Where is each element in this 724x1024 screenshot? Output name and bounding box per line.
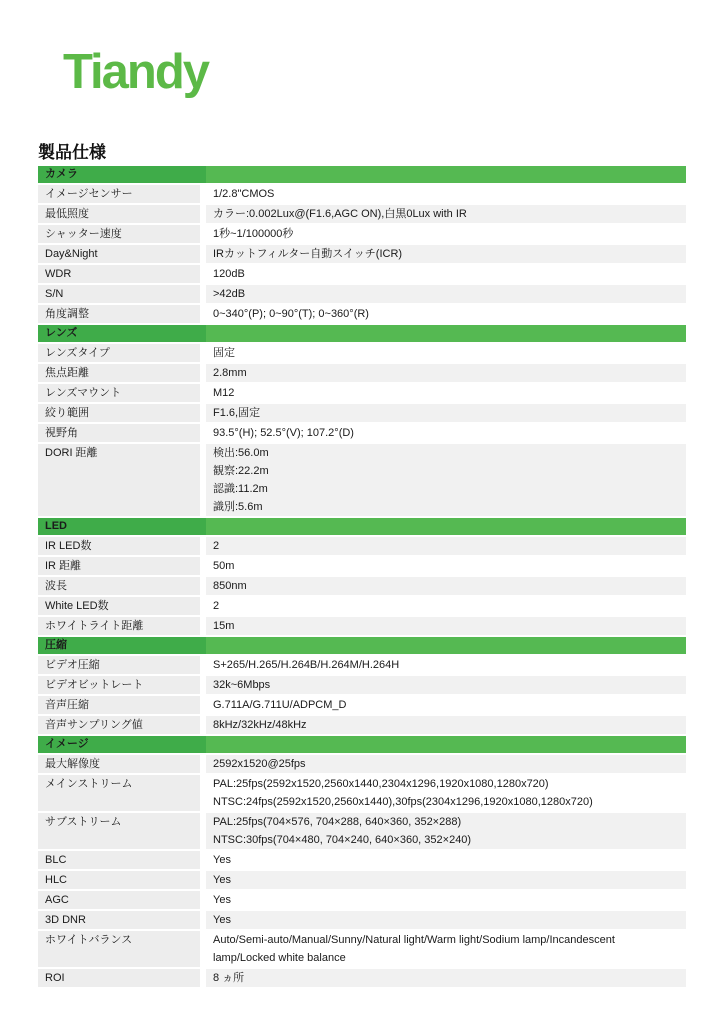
spec-row [38, 205, 686, 223]
spec-value-line: 2 [213, 600, 220, 612]
section-header-fill [206, 637, 686, 654]
section-title: レンズ [38, 325, 206, 342]
spec-row [38, 676, 686, 694]
spec-value [206, 617, 686, 635]
section-header-fill [206, 166, 686, 183]
spec-row [38, 444, 686, 516]
spec-value [206, 205, 686, 223]
spec-label: S/N [38, 285, 200, 303]
spec-row [38, 384, 686, 402]
spec-value-line: 観察:22.2m [213, 465, 269, 477]
section-title: カメラ [38, 166, 206, 183]
spec-value-line: Auto/Semi-auto/Manual/Sunny/Natural light/Warm light/Sodium lamp/Incandescent [213, 934, 615, 946]
spec-row [38, 891, 686, 909]
spec-value-line: S+265/H.265/H.264B/H.264M/H.264H [213, 659, 400, 671]
spec-row [38, 969, 686, 987]
spec-value [206, 931, 686, 967]
spec-label: ホワイトバランス [38, 931, 200, 967]
spec-value [206, 344, 686, 362]
spec-value-line: 検出:56.0m [213, 447, 269, 459]
spec-value [206, 696, 686, 714]
spec-value-line: 2.8mm [213, 367, 247, 379]
spec-row [38, 696, 686, 714]
spec-value [206, 755, 686, 773]
spec-label: ビデオビットレート [38, 676, 200, 694]
spec-label: シャッター速度 [38, 225, 200, 243]
spec-row [38, 225, 686, 243]
section-title: LED [38, 518, 206, 535]
spec-value [206, 851, 686, 869]
spec-value-line: 50m [213, 560, 235, 572]
spec-row [38, 813, 686, 849]
spec-value [206, 911, 686, 929]
spec-value-line: 1/2.8"CMOS [213, 188, 275, 200]
spec-row [38, 617, 686, 635]
spec-value [206, 285, 686, 303]
spec-value-line: Yes [213, 914, 231, 926]
spec-value [206, 225, 686, 243]
spec-value-line: Yes [213, 854, 231, 866]
spec-row [38, 911, 686, 929]
section-title: イメージ [38, 736, 206, 753]
spec-value-line: 認識:11.2m [213, 483, 268, 495]
spec-value [206, 444, 686, 516]
spec-value-line: 2592x1520@25fps [213, 758, 306, 770]
spec-row [38, 931, 686, 967]
spec-value [206, 597, 686, 615]
spec-label: WDR [38, 265, 200, 283]
spec-value-line: 8 ヵ所 [213, 972, 245, 984]
spec-label: 波長 [38, 577, 200, 595]
spec-label: 絞り範囲 [38, 404, 200, 422]
spec-row [38, 755, 686, 773]
spec-value-line: 32k~6Mbps [213, 679, 271, 691]
spec-row [38, 285, 686, 303]
spec-value-line: lamp/Locked white balance [213, 952, 346, 964]
spec-label: IR 距離 [38, 557, 200, 575]
spec-value [206, 656, 686, 674]
spec-value [206, 871, 686, 889]
spec-value [206, 305, 686, 323]
spec-row [38, 344, 686, 362]
spec-value [206, 577, 686, 595]
spec-label: IR LED数 [38, 537, 200, 555]
section-header-fill [206, 325, 686, 342]
spec-row [38, 404, 686, 422]
spec-value-line: 120dB [213, 268, 245, 280]
spec-label: BLC [38, 851, 200, 869]
spec-label: HLC [38, 871, 200, 889]
spec-value-line: IRカットフィルター自動スイッチ(ICR) [213, 248, 403, 260]
section-header [38, 166, 686, 183]
spec-value-line: PAL:25fps(2592x1520,2560x1440,2304x1296,1920x1080,1280x720) [213, 778, 549, 790]
spec-label: ROI [38, 969, 200, 987]
spec-label: 音声サンプリング値 [38, 716, 200, 734]
spec-row [38, 656, 686, 674]
spec-value-line: 8kHz/32kHz/48kHz [213, 719, 307, 731]
spec-value-line: 2 [213, 540, 220, 552]
spec-label: メインストリーム [38, 775, 200, 811]
section-header-fill [206, 518, 686, 535]
spec-value [206, 265, 686, 283]
spec-value-line: G.711A/G.711U/ADPCM_D [213, 699, 347, 711]
spec-label: 視野角 [38, 424, 200, 442]
spec-value [206, 537, 686, 555]
spec-value [206, 891, 686, 909]
spec-value [206, 813, 686, 849]
spec-value [206, 384, 686, 402]
spec-value-line: 850nm [213, 580, 247, 592]
spec-label: 焦点距離 [38, 364, 200, 382]
spec-value [206, 364, 686, 382]
spec-value-line: PAL:25fps(704×576, 704×288, 640×360, 352×288) [213, 816, 462, 828]
spec-value-line: 93.5°(H); 52.5°(V); 107.2°(D) [213, 427, 354, 439]
spec-value-line: NTSC:24fps(2592x1520,2560x1440),30fps(2304x1296,1920x1080,1280x720) [213, 796, 593, 808]
spec-value [206, 969, 686, 987]
spec-label: Day&Night [38, 245, 200, 263]
spec-value-line: >42dB [213, 288, 246, 300]
spec-value-line: カラー:0.002Lux@(F1.6,AGC ON),白黒0Lux with IR [213, 208, 467, 220]
spec-value [206, 775, 686, 811]
spec-value-line: 15m [213, 620, 235, 632]
spec-value [206, 185, 686, 203]
spec-label: AGC [38, 891, 200, 909]
spec-value-line: 固定 [213, 347, 235, 359]
section-header [38, 736, 686, 753]
spec-value-line: F1.6,固定 [213, 407, 261, 419]
spec-row [38, 185, 686, 203]
spec-label: 最低照度 [38, 205, 200, 223]
spec-value-line: Yes [213, 894, 231, 906]
spec-row [38, 364, 686, 382]
spec-value-line: M12 [213, 387, 235, 399]
spec-value [206, 716, 686, 734]
spec-row [38, 557, 686, 575]
spec-row [38, 775, 686, 811]
spec-label: White LED数 [38, 597, 200, 615]
spec-row [38, 871, 686, 889]
spec-value [206, 404, 686, 422]
spec-value [206, 557, 686, 575]
spec-value [206, 245, 686, 263]
spec-row [38, 537, 686, 555]
spec-label: 最大解像度 [38, 755, 200, 773]
spec-row [38, 577, 686, 595]
spec-label: イメージセンサー [38, 185, 200, 203]
spec-label: レンズマウント [38, 384, 200, 402]
page-title: 製品仕様 [38, 143, 106, 162]
section-header [38, 518, 686, 535]
spec-label: レンズタイプ [38, 344, 200, 362]
spec-label: 角度調整 [38, 305, 200, 323]
section-header [38, 637, 686, 654]
spec-label: ビデオ圧縮 [38, 656, 200, 674]
spec-value-line: 1秒~1/100000秒 [213, 228, 294, 240]
spec-value [206, 424, 686, 442]
spec-row [38, 851, 686, 869]
spec-value-line: 識別:5.6m [213, 501, 263, 513]
spec-table [38, 166, 686, 989]
section-title: 圧縮 [38, 637, 206, 654]
spec-label: 音声圧縮 [38, 696, 200, 714]
spec-value-line: Yes [213, 874, 231, 886]
spec-row [38, 716, 686, 734]
spec-value-line: 0~340°(P); 0~90°(T); 0~360°(R) [213, 308, 369, 320]
tiandy-logo: Tiandy [63, 45, 209, 99]
spec-row [38, 305, 686, 323]
spec-label: 3D DNR [38, 911, 200, 929]
section-header-fill [206, 736, 686, 753]
spec-row [38, 424, 686, 442]
spec-row [38, 597, 686, 615]
spec-row [38, 245, 686, 263]
spec-label: DORI 距離 [38, 444, 200, 516]
section-header [38, 325, 686, 342]
spec-row [38, 265, 686, 283]
spec-label: サブストリーム [38, 813, 200, 849]
spec-value-line: NTSC:30fps(704×480, 704×240, 640×360, 352×240) [213, 834, 472, 846]
spec-label: ホワイトライト距離 [38, 617, 200, 635]
spec-value [206, 676, 686, 694]
